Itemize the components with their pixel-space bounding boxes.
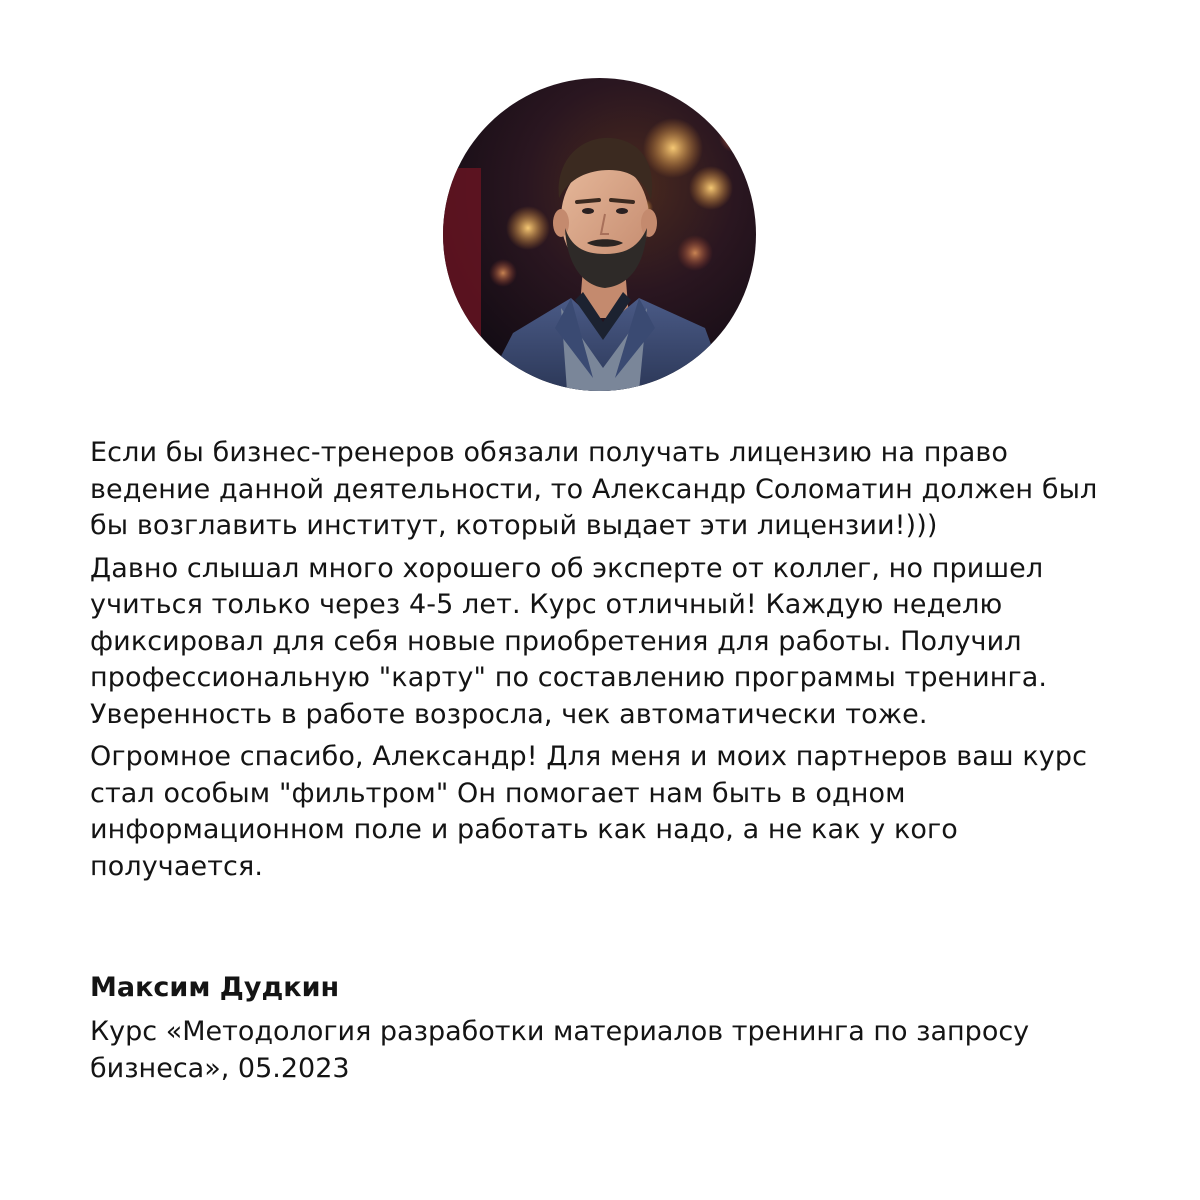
review-paragraph-1: Если бы бизнес-тренеров обязали получать лицензию на право ведение данной деятельности, то Александр Соломатин должен был бы возглавить институт, который выдает эти лицензии!))): [90, 437, 1098, 541]
author-avatar: [443, 78, 756, 391]
review-paragraph-2: Давно слышал много хорошего об эксперте от коллег, но пришел учиться только через 4-5 лет. Курс отличный! Каждую неделю фиксировал для себя новые приобретения для работы. Получил профессиональную "карту" по составлению программы тренинга. Уверенность в работе возросла, чек автоматически тоже.: [90, 552, 1048, 730]
review-paragraph-3: Огромное спасибо, Александр! Для меня и моих партнеров ваш курс стал особым "фильтром" Он помогает нам быть в одном информационном поле и работать как надо, а не как у кого получается.: [90, 741, 1088, 882]
review-text: [90, 435, 1130, 891]
author-block: [90, 968, 1130, 1087]
author-name: Максим Дудкин: [90, 972, 340, 1003]
author-photo: [443, 78, 756, 391]
course-info: Курс «Методология разработки материалов тренинга по запросу бизнеса», 05.2023: [90, 1016, 1030, 1084]
